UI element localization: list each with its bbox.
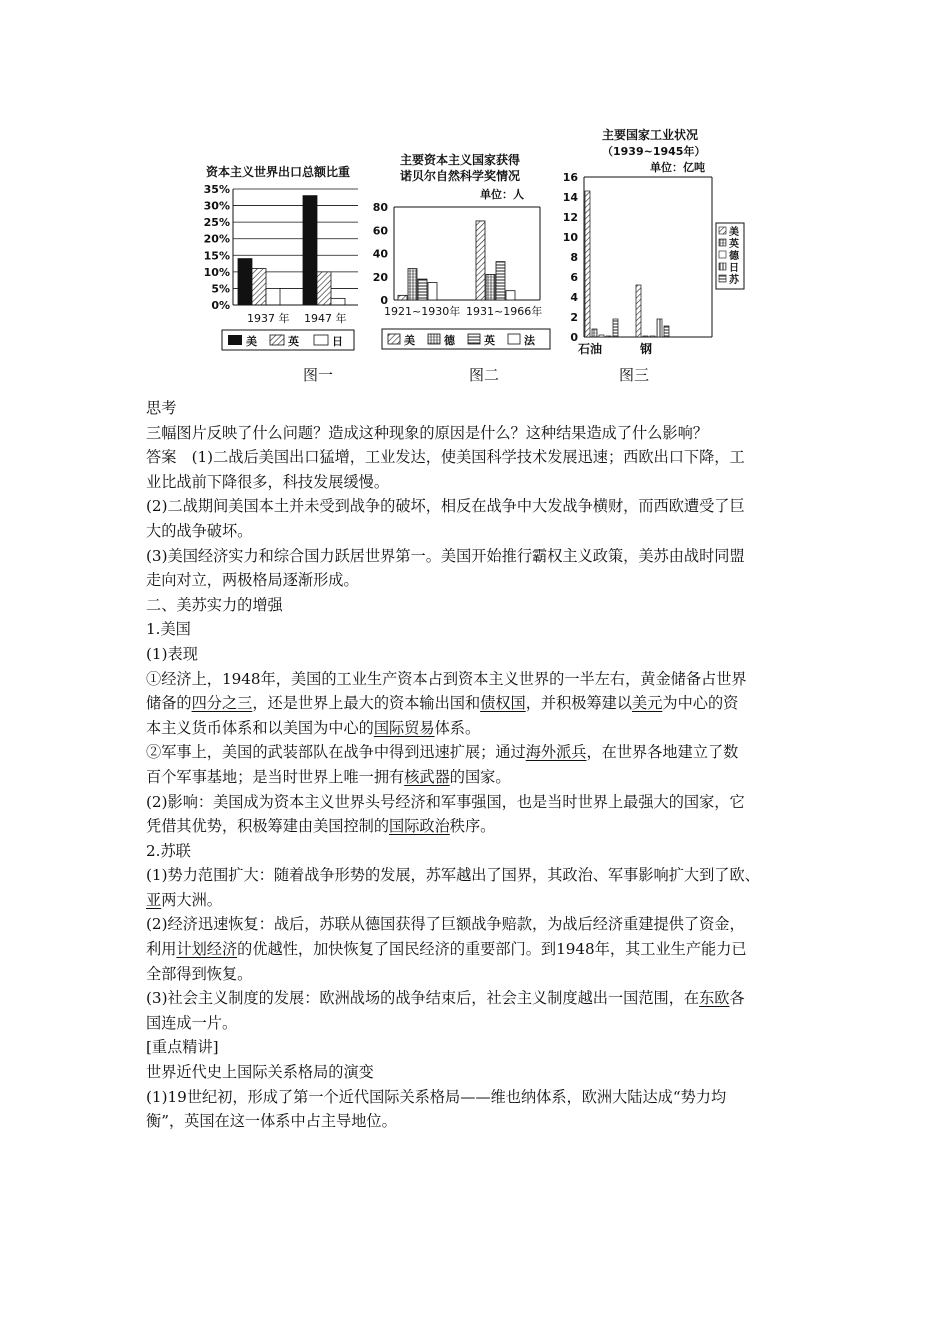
chart1-bar bbox=[252, 269, 266, 305]
chart2-legend-us: 美 bbox=[404, 334, 415, 347]
chart2-legend-fr: 法 bbox=[524, 334, 535, 347]
blank-answer: 亚 bbox=[146, 890, 162, 909]
paragraph-line: (1)势力范围扩大：随着战争形势的发展，苏军越出了国界，其政治、军事影响扩大到了欧、 bbox=[146, 866, 760, 885]
chart3-bar bbox=[585, 191, 590, 337]
chart2-legend-de: 德 bbox=[444, 334, 455, 347]
chart3-bar bbox=[636, 285, 641, 337]
paragraph-line bbox=[146, 888, 816, 913]
text-run: 百个军事基地；是当时世界上唯一拥有 bbox=[146, 767, 405, 786]
blank-answer: 国际政治 bbox=[389, 817, 450, 836]
chart1-y-tick-label: 20% bbox=[203, 232, 230, 246]
figure-caption-3: 图三 bbox=[618, 366, 649, 384]
text-run: 利用 bbox=[146, 940, 177, 959]
chart3-bar bbox=[613, 319, 618, 337]
chart2-bar bbox=[506, 291, 515, 300]
chart3-legend-de: 德 bbox=[729, 251, 739, 262]
text-run: 秩序。 bbox=[449, 817, 496, 836]
answer-line: (2)二战期间美国本土并未受到战争的破坏，相反在战争中大发战争横财，而西欧遭受了巨 bbox=[146, 497, 745, 516]
chart3-bar bbox=[657, 319, 662, 337]
text-run: ②军事上，美国的武装部队在战争中得到迅速扩展；通过 bbox=[146, 743, 526, 762]
chart1-legend-swatch-jp bbox=[314, 335, 328, 345]
paragraph-line: 全部得到恢复。 bbox=[146, 964, 253, 983]
chart1-y-tick-label: 5% bbox=[211, 282, 230, 296]
chart3-y-tick-label: 2 bbox=[570, 311, 578, 324]
chart2-title-line2: 诺贝尔自然科学奖情况 bbox=[400, 169, 521, 183]
chart1-category-1937: 1937 年 bbox=[247, 312, 290, 325]
topic-heading: 世界近代史上国际关系格局的演变 bbox=[146, 1063, 374, 1082]
chart1-y-tick-label: 10% bbox=[203, 265, 230, 279]
paragraph-line bbox=[146, 814, 816, 839]
blank-answer: 计划经济 bbox=[176, 940, 238, 959]
chart3-bar bbox=[643, 336, 648, 337]
chart1-legend-uk: 英 bbox=[288, 335, 299, 348]
chart2-legend-uk: 英 bbox=[484, 334, 495, 347]
text-run: 的优越性，加快恢复了国民经济的重要部门。到1948年，其工业生产能力已 bbox=[237, 940, 747, 959]
chart1-legend-us: 美 bbox=[246, 335, 257, 348]
chart3-y-tick-label: 0 bbox=[570, 331, 578, 344]
chart2-bar bbox=[486, 274, 495, 300]
text-run: 凭借其优势，积极筹建由美国控制的 bbox=[146, 817, 389, 836]
chart3-legend-us: 美 bbox=[729, 227, 739, 238]
figure-caption-1: 图一 bbox=[302, 366, 333, 384]
text-run: 各 bbox=[729, 989, 745, 1008]
chart3-title-line1: 主要国家工业状况 bbox=[602, 128, 699, 142]
chart2-category-2: 1931~1966年 bbox=[466, 305, 543, 318]
text-run: 储备的 bbox=[146, 694, 192, 713]
chart1-legend-jp: 日 bbox=[332, 335, 343, 348]
text-run: 为中心的资 bbox=[662, 694, 739, 713]
paragraph-line bbox=[146, 765, 816, 790]
text-run: ，还是世界上最大的资本输出国和 bbox=[252, 694, 481, 713]
chart2-legend-swatch-de bbox=[428, 334, 440, 344]
chart1-legend-swatch-uk bbox=[270, 335, 284, 345]
blank-answer: 美元 bbox=[632, 694, 663, 713]
chart3-unit: 单位：亿吨 bbox=[650, 161, 705, 174]
chart2-y-tick-label: 60 bbox=[372, 224, 388, 238]
chart3-legend-su: 苏 bbox=[729, 275, 739, 286]
chart2-bar bbox=[398, 295, 407, 300]
chart1-bar bbox=[266, 288, 280, 305]
blank-answer: 四分之三 bbox=[191, 694, 253, 713]
chart2-legend-swatch-us bbox=[388, 334, 400, 344]
chart1-bar bbox=[303, 196, 317, 305]
chart-nobel-prizes bbox=[370, 150, 555, 355]
chart2-y-tick-label: 20 bbox=[372, 270, 388, 284]
chart2-bar bbox=[418, 279, 427, 300]
chart1-bar bbox=[331, 298, 345, 305]
chart3-bar bbox=[599, 335, 604, 337]
chart3-category-steel: 钢 bbox=[640, 342, 653, 356]
chart3-bar bbox=[664, 326, 669, 337]
chart2-bar bbox=[408, 269, 417, 300]
chart1-y-tick-label: 15% bbox=[203, 249, 230, 263]
chart1-category-1947: 1947 年 bbox=[304, 312, 347, 325]
chart3-y-tick-label: 8 bbox=[570, 251, 578, 264]
chart3-legend-swatch-de bbox=[719, 251, 726, 258]
answer-line: (3)美国经济实力和综合国力跃居世界第一。美国开始推行霸权主义政策，美苏由战时同盟 bbox=[146, 546, 745, 565]
chart1-y-tick-label: 25% bbox=[203, 216, 230, 230]
chart2-bar bbox=[496, 262, 505, 300]
figures-area bbox=[0, 0, 950, 390]
chart3-y-tick-label: 14 bbox=[562, 191, 578, 204]
chart-export-share bbox=[196, 160, 372, 355]
chart3-y-tick-label: 10 bbox=[562, 231, 578, 244]
text-run: 的国家。 bbox=[449, 767, 511, 786]
chart1-y-tick-label: 0% bbox=[211, 299, 230, 312]
blank-answer: 债权国 bbox=[480, 694, 526, 713]
text-run: (3)社会主义制度的发展：欧洲战场的战争结束后，社会主义制度越出一国范围，在 bbox=[146, 989, 700, 1008]
chart3-y-tick-label: 6 bbox=[570, 271, 578, 284]
focus-heading: [重点精讲] bbox=[146, 1038, 219, 1057]
chart2-category-1: 1921~1930年 bbox=[384, 305, 461, 318]
text-run: 本主义货币体系和以美国为中心的 bbox=[146, 718, 374, 737]
chart2-title-line1: 主要资本主义国家获得 bbox=[400, 153, 521, 167]
chart3-legend-swatch-uk bbox=[719, 239, 726, 246]
chart1-y-tick-label: 35% bbox=[203, 183, 230, 196]
think-heading: 思考 bbox=[146, 399, 177, 417]
answer-line: 业比战前下降很多，科技发展缓慢。 bbox=[146, 472, 389, 491]
blank-answer: 东欧 bbox=[699, 989, 730, 1008]
blank-answer: 核武器 bbox=[404, 767, 450, 786]
chart2-legend-swatch-uk bbox=[468, 334, 480, 344]
chart3-bar bbox=[606, 336, 611, 337]
chart1-bar bbox=[238, 259, 252, 305]
chart1-title: 资本主义世界出口总额比重 bbox=[206, 165, 351, 179]
chart2-unit: 单位：人 bbox=[480, 188, 524, 201]
chart2-bar bbox=[428, 283, 437, 300]
paragraph-line: 衡”，英国在这一体系中占主导地位。 bbox=[146, 1112, 397, 1131]
paragraph-line bbox=[146, 740, 816, 765]
chart3-y-tick-label: 4 bbox=[570, 291, 578, 304]
item-heading: (1)表现 bbox=[146, 644, 198, 663]
paragraph-line bbox=[146, 716, 816, 741]
text-run: ，并积极筹建以 bbox=[525, 694, 632, 713]
chart3-legend-uk: 英 bbox=[729, 239, 739, 250]
chart3-y-tick-label: 12 bbox=[562, 211, 578, 224]
figure-caption-2: 图二 bbox=[468, 366, 499, 384]
chart1-legend-swatch-us bbox=[228, 335, 242, 345]
blank-answer: 国际贸易 bbox=[373, 718, 435, 737]
chart2-y-tick-label: 0 bbox=[380, 294, 388, 307]
text-run: 两大洲。 bbox=[161, 890, 222, 909]
chart3-category-oil: 石油 bbox=[578, 342, 603, 356]
paragraph-line bbox=[146, 937, 816, 962]
chart3-legend-swatch-us bbox=[719, 227, 726, 234]
chart1-y-tick-label: 30% bbox=[203, 199, 230, 213]
question: 三幅图片反映了什么问题？造成这种现象的原因是什么？这种结果造成了什么影响？ bbox=[146, 423, 708, 442]
paragraph-line bbox=[146, 986, 816, 1011]
chart2-legend-swatch-fr bbox=[508, 334, 520, 344]
paragraph-line: (2)经济迅速恢复：战后，苏联从德国获得了巨额战争赔款，为战后经济重建提供了资金， bbox=[146, 915, 745, 934]
answer-line: 走向对立，两极格局逐渐形成。 bbox=[146, 571, 359, 590]
subsection-heading: 2.苏联 bbox=[146, 841, 191, 860]
paragraph-line: (1)19世纪初，形成了第一个近代国际关系格局——维也纳体系，欧洲大陆达成“势力均 bbox=[146, 1087, 727, 1106]
chart3-legend-jp: 日 bbox=[729, 263, 739, 274]
paragraph-line: (2)影响：美国成为资本主义世界头号经济和军事强国，也是当时世界上最强大的国家，它 bbox=[146, 792, 745, 811]
paragraph-line: ①经济上，1948年，美国的工业生产资本占到资本主义世界的一半左右，黄金储备占世界 bbox=[146, 669, 747, 688]
chart1-bar bbox=[317, 272, 331, 305]
chart3-bar bbox=[592, 329, 597, 337]
text-run: ，在世界各地建立了数 bbox=[586, 743, 739, 762]
chart3-y-tick-label: 16 bbox=[562, 171, 578, 184]
answer-line: 答案 (1)二战后美国出口猛增，工业发达，使美国科学技术发展迅速；西欧出口下降，工 bbox=[146, 448, 745, 467]
subsection-heading: 1.美国 bbox=[146, 620, 191, 639]
text-run: 体系。 bbox=[434, 718, 481, 737]
chart3-title-line2: （1939~1945年） bbox=[602, 145, 706, 158]
lesson-text bbox=[146, 396, 816, 1134]
answer-line: 大的战争破坏。 bbox=[146, 521, 253, 540]
chart3-bar bbox=[650, 336, 655, 337]
chart2-y-tick-label: 80 bbox=[372, 201, 388, 214]
blank-answer: 海外派兵 bbox=[525, 743, 587, 762]
paragraph-line: 国连成一片。 bbox=[146, 1013, 238, 1032]
chart2-y-tick-label: 40 bbox=[372, 247, 388, 261]
chart3-legend-swatch-jp bbox=[719, 263, 726, 270]
chart2-bar bbox=[476, 221, 485, 300]
chart3-legend-swatch-su bbox=[719, 275, 726, 282]
section-heading: 二、美苏实力的增强 bbox=[146, 595, 283, 614]
chart-industry-status bbox=[560, 125, 760, 360]
paragraph-line bbox=[146, 691, 816, 716]
